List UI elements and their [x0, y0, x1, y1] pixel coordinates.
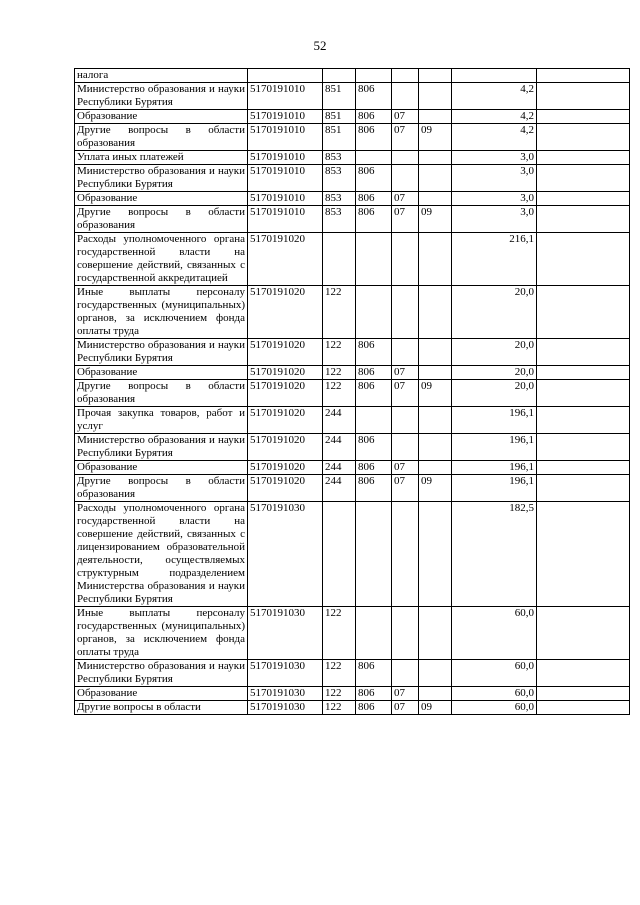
amount-cell: 20,0 — [452, 339, 537, 366]
expense-type-cell: 122 — [323, 366, 356, 380]
subsection-cell — [419, 151, 452, 165]
subsection-cell: 09 — [419, 475, 452, 502]
ministry-code-cell: 806 — [356, 461, 392, 475]
table-row — [75, 687, 630, 701]
subsection-cell — [419, 502, 452, 607]
ministry-code-cell: 806 — [356, 110, 392, 124]
row-name-cell: Иные выплаты персоналу государственных (муниципальных) органов, за исключением фонда оплаты труда — [75, 286, 248, 339]
expense-type-cell — [323, 502, 356, 607]
amount-cell: 60,0 — [452, 660, 537, 687]
amount-cell — [452, 69, 537, 83]
target-code-cell: 5170191020 — [248, 233, 323, 286]
expense-type-cell: 853 — [323, 206, 356, 233]
table-row — [75, 475, 630, 502]
extra-cell — [537, 502, 630, 607]
subsection-cell — [419, 286, 452, 339]
section-cell — [392, 502, 419, 607]
table-row — [75, 607, 630, 660]
extra-cell — [537, 339, 630, 366]
section-cell — [392, 83, 419, 110]
target-code-cell: 5170191020 — [248, 339, 323, 366]
ministry-code-cell: 806 — [356, 687, 392, 701]
amount-cell: 20,0 — [452, 366, 537, 380]
target-code-cell — [248, 69, 323, 83]
target-code-cell: 5170191010 — [248, 110, 323, 124]
row-name-cell: Образование — [75, 366, 248, 380]
row-name-cell: налога — [75, 69, 248, 83]
expense-type-cell: 122 — [323, 701, 356, 715]
subsection-cell: 09 — [419, 124, 452, 151]
table-row — [75, 434, 630, 461]
ministry-code-cell: 806 — [356, 660, 392, 687]
row-name-cell: Другие вопросы в области — [75, 701, 248, 715]
amount-cell: 3,0 — [452, 151, 537, 165]
ministry-code-cell: 806 — [356, 83, 392, 110]
table-row — [75, 69, 630, 83]
target-code-cell: 5170191020 — [248, 380, 323, 407]
amount-cell: 60,0 — [452, 701, 537, 715]
table-row — [75, 407, 630, 434]
extra-cell — [537, 110, 630, 124]
amount-cell: 3,0 — [452, 192, 537, 206]
subsection-cell: 09 — [419, 380, 452, 407]
expense-type-cell — [323, 233, 356, 286]
expense-type-cell: 244 — [323, 407, 356, 434]
extra-cell — [537, 475, 630, 502]
row-name-cell: Министерство образования и науки Республики Бурятия — [75, 83, 248, 110]
budget-table — [74, 68, 630, 715]
target-code-cell: 5170191010 — [248, 165, 323, 192]
ministry-code-cell: 806 — [356, 366, 392, 380]
ministry-code-cell — [356, 407, 392, 434]
amount-cell: 4,2 — [452, 83, 537, 110]
table-row — [75, 206, 630, 233]
ministry-code-cell: 806 — [356, 206, 392, 233]
subsection-cell — [419, 339, 452, 366]
ministry-code-cell — [356, 286, 392, 339]
amount-cell: 196,1 — [452, 475, 537, 502]
subsection-cell: 09 — [419, 701, 452, 715]
target-code-cell: 5170191010 — [248, 124, 323, 151]
row-name-cell: Расходы уполномоченного органа государственной власти на совершение действий, связанных с государственной аккредитацией — [75, 233, 248, 286]
ministry-code-cell — [356, 502, 392, 607]
target-code-cell: 5170191010 — [248, 206, 323, 233]
section-cell: 07 — [392, 461, 419, 475]
expense-type-cell: 851 — [323, 83, 356, 110]
section-cell — [392, 339, 419, 366]
amount-cell: 20,0 — [452, 380, 537, 407]
extra-cell — [537, 434, 630, 461]
extra-cell — [537, 701, 630, 715]
expense-type-cell: 851 — [323, 110, 356, 124]
section-cell: 07 — [392, 687, 419, 701]
extra-cell — [537, 124, 630, 151]
subsection-cell — [419, 607, 452, 660]
table-row — [75, 110, 630, 124]
subsection-cell — [419, 660, 452, 687]
target-code-cell: 5170191020 — [248, 434, 323, 461]
row-name-cell: Образование — [75, 687, 248, 701]
table-row — [75, 660, 630, 687]
expense-type-cell: 122 — [323, 286, 356, 339]
subsection-cell — [419, 366, 452, 380]
section-cell — [392, 607, 419, 660]
row-name-cell: Уплата иных платежей — [75, 151, 248, 165]
amount-cell: 216,1 — [452, 233, 537, 286]
extra-cell — [537, 366, 630, 380]
target-code-cell: 5170191030 — [248, 502, 323, 607]
target-code-cell: 5170191030 — [248, 607, 323, 660]
row-name-cell: Образование — [75, 192, 248, 206]
extra-cell — [537, 660, 630, 687]
table-row — [75, 502, 630, 607]
extra-cell — [537, 461, 630, 475]
row-name-cell: Другие вопросы в области образования — [75, 475, 248, 502]
expense-type-cell: 122 — [323, 687, 356, 701]
expense-type-cell: 244 — [323, 434, 356, 461]
section-cell: 07 — [392, 380, 419, 407]
amount-cell: 3,0 — [452, 206, 537, 233]
subsection-cell — [419, 233, 452, 286]
expense-type-cell: 853 — [323, 192, 356, 206]
subsection-cell — [419, 110, 452, 124]
subsection-cell — [419, 83, 452, 110]
ministry-code-cell: 806 — [356, 434, 392, 461]
table-row — [75, 366, 630, 380]
expense-type-cell: 244 — [323, 461, 356, 475]
expense-type-cell: 853 — [323, 151, 356, 165]
table-row — [75, 151, 630, 165]
table-row — [75, 83, 630, 110]
table-row — [75, 192, 630, 206]
subsection-cell — [419, 434, 452, 461]
subsection-cell — [419, 407, 452, 434]
row-name-cell: Министерство образования и науки Республики Бурятия — [75, 660, 248, 687]
amount-cell: 60,0 — [452, 607, 537, 660]
extra-cell — [537, 151, 630, 165]
row-name-cell: Иные выплаты персоналу государственных (муниципальных) органов, за исключением фонда оплаты труда — [75, 607, 248, 660]
row-name-cell: Министерство образования и науки Республики Бурятия — [75, 165, 248, 192]
table-body — [75, 69, 630, 715]
ministry-code-cell: 806 — [356, 380, 392, 407]
section-cell: 07 — [392, 110, 419, 124]
row-name-cell: Образование — [75, 110, 248, 124]
table-row — [75, 124, 630, 151]
target-code-cell: 5170191020 — [248, 475, 323, 502]
table-row — [75, 286, 630, 339]
target-code-cell: 5170191020 — [248, 286, 323, 339]
table-row — [75, 165, 630, 192]
amount-cell: 196,1 — [452, 407, 537, 434]
page-number: 52 — [313, 38, 327, 53]
expense-type-cell: 122 — [323, 660, 356, 687]
amount-cell: 4,2 — [452, 110, 537, 124]
expense-type-cell: 122 — [323, 607, 356, 660]
row-name-cell: Прочая закупка товаров, работ и услуг — [75, 407, 248, 434]
amount-cell: 3,0 — [452, 165, 537, 192]
ministry-code-cell: 806 — [356, 701, 392, 715]
target-code-cell: 5170191020 — [248, 366, 323, 380]
expense-type-cell: 122 — [323, 339, 356, 366]
table-row — [75, 380, 630, 407]
section-cell: 07 — [392, 206, 419, 233]
table-row — [75, 233, 630, 286]
amount-cell: 196,1 — [452, 434, 537, 461]
expense-type-cell: 122 — [323, 380, 356, 407]
row-name-cell: Другие вопросы в области образования — [75, 206, 248, 233]
target-code-cell: 5170191010 — [248, 83, 323, 110]
section-cell: 07 — [392, 192, 419, 206]
subsection-cell — [419, 69, 452, 83]
row-name-cell: Расходы уполномоченного органа государственной власти на совершение действий, связанных с лицензированием образовательной деятельности, осуществляемых структурным подразделением Министерства образования и науки Республики Бурятия — [75, 502, 248, 607]
extra-cell — [537, 69, 630, 83]
ministry-code-cell — [356, 151, 392, 165]
extra-cell — [537, 192, 630, 206]
ministry-code-cell: 806 — [356, 165, 392, 192]
target-code-cell: 5170191030 — [248, 687, 323, 701]
expense-type-cell: 244 — [323, 475, 356, 502]
section-cell — [392, 233, 419, 286]
section-cell — [392, 434, 419, 461]
table-row — [75, 701, 630, 715]
extra-cell — [537, 687, 630, 701]
subsection-cell — [419, 461, 452, 475]
row-name-cell: Образование — [75, 461, 248, 475]
expense-type-cell: 853 — [323, 165, 356, 192]
section-cell — [392, 286, 419, 339]
target-code-cell: 5170191010 — [248, 151, 323, 165]
row-name-cell: Министерство образования и науки Республики Бурятия — [75, 434, 248, 461]
section-cell — [392, 151, 419, 165]
extra-cell — [537, 286, 630, 339]
ministry-code-cell — [356, 233, 392, 286]
ministry-code-cell: 806 — [356, 124, 392, 151]
ministry-code-cell — [356, 607, 392, 660]
section-cell — [392, 69, 419, 83]
subsection-cell — [419, 192, 452, 206]
ministry-code-cell: 806 — [356, 192, 392, 206]
extra-cell — [537, 407, 630, 434]
extra-cell — [537, 83, 630, 110]
row-name-cell: Другие вопросы в области образования — [75, 124, 248, 151]
target-code-cell: 5170191020 — [248, 407, 323, 434]
expense-type-cell — [323, 69, 356, 83]
section-cell: 07 — [392, 475, 419, 502]
expense-type-cell: 851 — [323, 124, 356, 151]
ministry-code-cell: 806 — [356, 339, 392, 366]
target-code-cell: 5170191030 — [248, 660, 323, 687]
section-cell: 07 — [392, 701, 419, 715]
amount-cell: 4,2 — [452, 124, 537, 151]
extra-cell — [537, 380, 630, 407]
section-cell — [392, 165, 419, 192]
ministry-code-cell — [356, 69, 392, 83]
extra-cell — [537, 165, 630, 192]
section-cell: 07 — [392, 366, 419, 380]
target-code-cell: 5170191030 — [248, 701, 323, 715]
row-name-cell: Другие вопросы в области образования — [75, 380, 248, 407]
ministry-code-cell: 806 — [356, 475, 392, 502]
target-code-cell: 5170191010 — [248, 192, 323, 206]
section-cell — [392, 407, 419, 434]
extra-cell — [537, 607, 630, 660]
extra-cell — [537, 206, 630, 233]
amount-cell: 196,1 — [452, 461, 537, 475]
table-row — [75, 461, 630, 475]
amount-cell: 182,5 — [452, 502, 537, 607]
row-name-cell: Министерство образования и науки Республики Бурятия — [75, 339, 248, 366]
subsection-cell — [419, 687, 452, 701]
subsection-cell — [419, 165, 452, 192]
section-cell: 07 — [392, 124, 419, 151]
amount-cell: 60,0 — [452, 687, 537, 701]
subsection-cell: 09 — [419, 206, 452, 233]
table-row — [75, 339, 630, 366]
section-cell — [392, 660, 419, 687]
amount-cell: 20,0 — [452, 286, 537, 339]
target-code-cell: 5170191020 — [248, 461, 323, 475]
extra-cell — [537, 233, 630, 286]
